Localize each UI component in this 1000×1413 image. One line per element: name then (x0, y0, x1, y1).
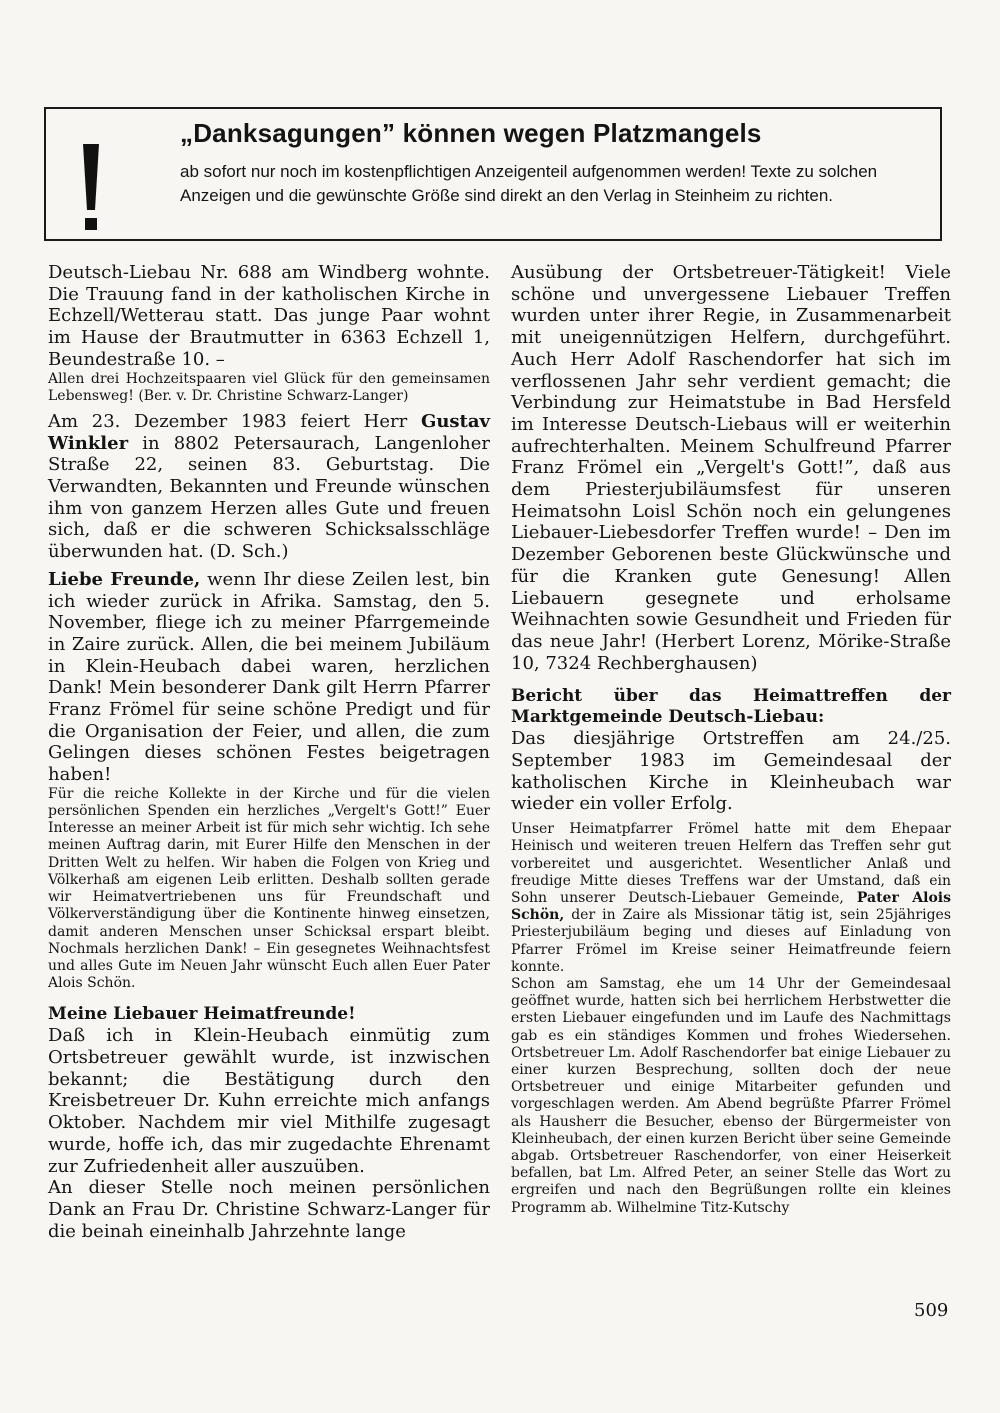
friends-small-text: Für die reiche Kollekte in der Kirche und für die vielen persönlichen Spenden ein herzliches „Vergelt's Gott!” Euer Interesse an meiner Arbeit ist für mich sehr wichtig. Ich sehe meinen Auftrag darin, mit Eurer Hilfe den Menschen in der Dritten Welt zu helfen. Wir haben die Folgen von Krieg und Völkerhaß am eigenen Leib erlitten. Deshalb sollten gerade wir Heimatvertriebenen uns für Freundschaft und Völkerverständigung über die Kontinente hinweg einsetzen, damit anderen Menschen unser Schicksal erspart bleibt. Nochmals herzlichen Dank! – Ein gesegnetes Weihnachtsfest und alles Gute im Neuen Jahr wünscht Euch allen Euer Pater Alois Schön. (48, 785, 490, 992)
continuation-text: Ausübung der Ortsbetreuer-Tätigkeit! Viele schöne und unvergessene Liebauer Treffen wurden unter ihrer Regie, in Zusammenarbeit mit uneigennützigen Helfern, durchgeführt. Auch Herr Adolf Raschendorfer hat sich im verflossenen Jahr sehr verdient gemacht; die Verbindung zur Heimatstube in Bad Hersfeld im Interesse Deutsch-Liebaus will er weiterhin aufrechterhalten. Meinem Schulfreund Pfarrer Franz Frömel ein „Vergelt's Gott!”, daß aus dem Priesterjubiläumsfest für unseren Heimatsohn Loisl Schön noch ein gelungenes Liebauer-Liebesdorfer Treffen wurde! – Den im Dezember Geborenen beste Glückwünsche und für die Kranken gute Genesung! Allen Liebauern gesegnete und erholsame Weihnachten sowie Gesundheit und Frieden für das neue Jahr! (Herbert Lorenz, Mörike-Straße 10, 7324 Rechberghausen) (511, 262, 951, 674)
report-small-3: Schon am Samstag, ehe um 14 Uhr der Gemeindesaal geöffnet wurde, hatten sich bei herrlichem Herbstwetter die ersten Liebauer eingefunden und im Laufe des Nachmittags gab es ein ständiges Kommen und frohes Wiedersehen. Ortsbetreuer Lm. Adolf Raschendorfer bat einige Liebauer zu einer kurzen Besprechung, sollten doch der neue Ortsbetreuer und einige Mitarbeiter gefunden und vorgeschlagen werden. Am Abend begrüßte Pfarrer Frömel als Hausherr die Besucher, ebenso der Bürgermeister von Kleinheubach, der einen kurzen Bericht über seine Gemeinde abgab. Ortsbetreuer Raschendorfer, von einer Heiserkeit befallen, bat Lm. Alfred Peter, an seiner Stelle das Wort zu ergreifen und nach den Begrüßungen rollte ein kleines Programm ab. Wilhelmine Titz-Kutschy (511, 976, 951, 1216)
friends-paragraph (48, 569, 490, 786)
birthday-intro: Am 23. Dezember 1983 feiert Herr (48, 410, 408, 432)
left-column (48, 262, 490, 1242)
heimat-text-2: An dieser Stelle noch meinen persönlichen Dank an Frau Dr. Christine Schwarz-Langer für die beinah eineinhalb Jahrzehnte lange (48, 1177, 490, 1242)
birthday-paragraph (48, 411, 490, 563)
wedding-wish: Allen drei Hochzeitspaaren viel Glück für den gemeinsamen Lebensweg! (Ber. v. Dr. Christine Schwarz-Langer) (48, 370, 490, 404)
report-small-1: Unser Heimatpfarrer Frömel hatte mit dem Ehepaar Heinisch und weiteren treuen Helfern das Treffen sehr gut vorbereitet und ausgerichtet. Wesentlicher Anlaß und freudige Mitte dieses Treffens war der Umstand, daß ein Sohn unserer Deutsch-Liebauer Gemeinde, (511, 821, 951, 906)
heimat-text-1: Daß ich in Klein-Heubach einmütig zum Ortsbetreuer gewählt wurde, ist inzwischen bekannt; die Bestätigung durch den Kreisbetreuer Dr. Kuhn erreichte mich anfangs Oktober. Nachdem mir viel Mithilfe zugesagt wurde, hoffe ich, das mir zugedachte Ehrenamt zur Zufriedenheit aller auszuüben. (48, 1025, 490, 1177)
report-small-2: der in Zaire als Missionar tätig ist, sein 25jähriges Priesterjubiläum beging und dieses auf Einladung von Pfarrer Frömel im Kreise seiner Heimatfreunde feiern konnte. (511, 907, 952, 975)
report-paragraph (511, 821, 951, 976)
notice-title: „Danksagungen” können wegen Platzmangels (180, 118, 762, 148)
report-heading: Bericht über das Heimattreffen der Marktgemeinde Deutsch-Liebau: (511, 686, 951, 728)
page-number: 509 (914, 1300, 949, 1321)
wedding-text: Deutsch-Liebau Nr. 688 am Windberg wohnte. Die Trauung fand in der katholischen Kirche in Echzell/Wetterau statt. Das junge Paar wohnt im Hause der Brautmutter in 6363 Echzell 1, Beundestraße 10. – (48, 262, 490, 370)
exclamation-icon (82, 144, 100, 230)
friends-heading: Liebe Freunde, (48, 568, 201, 590)
birthday-text: in 8802 Petersaurach, Langenloher Straße 22, seinen 83. Geburtstag. Die Verwandten, Bekannten und Freunde wünschen ihm von ganzem Herzen alles Gute und freuen sich, daß er die schweren Schicksalsschläge überwunden hat. (D. Sch.) (48, 432, 490, 563)
notice-body: ab sofort nur noch im kostenpflichtigen Anzeigenteil aufgenommen werden! Texte zu solchen Anzeigen und die gewünschte Größe sind direkt an den Verlag in Steinheim zu richten. (180, 162, 878, 205)
report-lead: Das diesjährige Ortstreffen am 24./25. September 1983 im Gemeindesaal der katholischen Kirche in Kleinheubach war wieder ein voller Erfolg. (511, 728, 951, 815)
right-column (511, 262, 951, 1217)
birthday-name: Gustav Winkler (48, 410, 490, 454)
friends-text: wenn Ihr diese Zeilen lest, bin ich wieder zurück in Afrika. Samstag, den 5. November, fliege ich zu meiner Pfarrgemeinde in Zaire zurück. Allen, die bei meinem Jubiläum in Klein-Heubach dabei waren, herzlichen Dank! Mein besonderer Dank gilt Herrn Pfarrer Franz Frömel für seine schöne Predigt und für die Organisation der Feier, und allen, die zum Gelingen dieses schönen Festes beigetragen haben! (48, 568, 491, 786)
report-name: Pater Alois Schön, (511, 889, 951, 924)
heimat-heading: Meine Liebauer Heimatfreunde! (48, 1004, 356, 1025)
